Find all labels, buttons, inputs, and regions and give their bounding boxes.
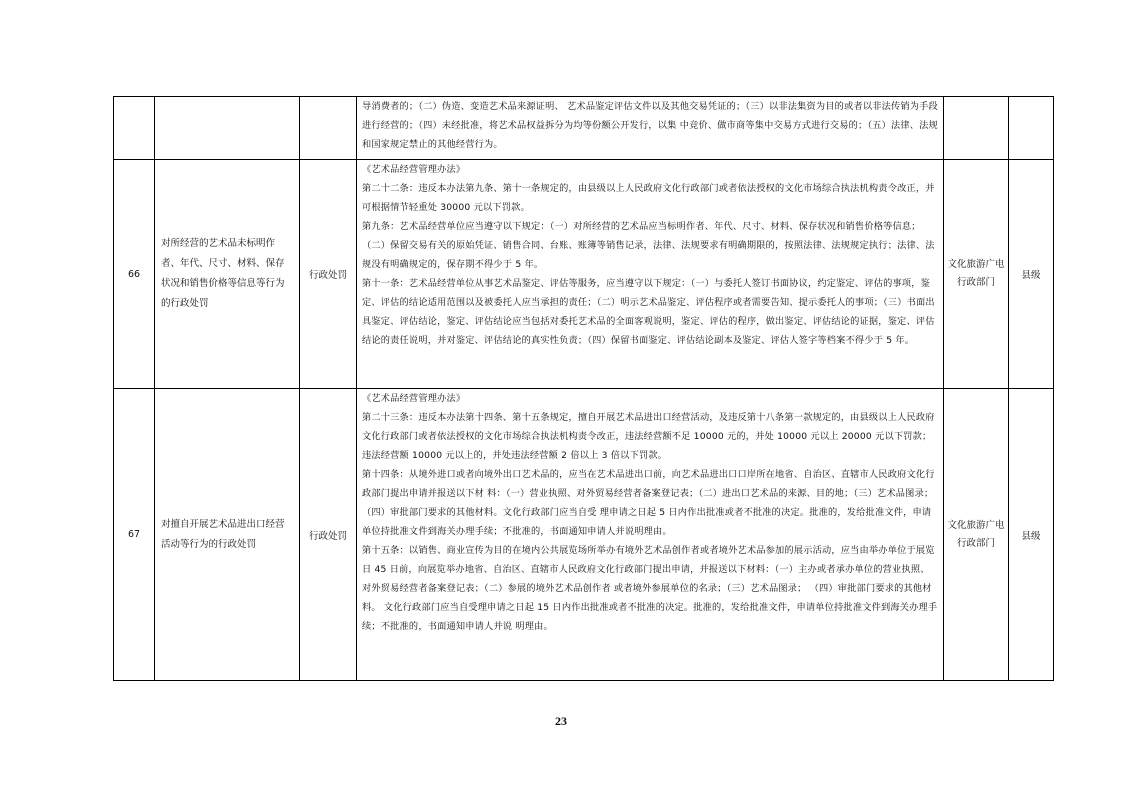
department: 文化旅游广电行政部门 [944, 160, 1009, 389]
basis-paragraph: 第十五条：以销售、商业宣传为目的在境内公共展览场所举办有境外艺术品创作者或者境外艺术品参加的展示活动，应当由举办单位于展览日 45 日前，向展览举办地省、自治区、直辖市人民政府文化行政部门提出申请，并报送以下材料：（一）主办或者承办单位的营业执照、对外贸易经营者备案登记表；（二）参展的境外艺术品创作者 或者境外参展单位的名录；（三）艺术品图录； （四）审批部门要求的其他材料。 文化行政部门应当自受理申请之日起 15 日内作出批准或者不批准的决定。批准的，发给批准文件，申请单位持批准文件到海关办理手续；不批准的，书面通知申请人并说 明理由。 [362, 545, 938, 632]
basis-paragraph: 第二十二条：违反本办法第九条、第十一条规定的，由县级以上人民政府文化行政部门或者依法授权的文化市场综合执法机构责令改正，并可根据情节轻重处 30000 元以下罚款。 [362, 183, 935, 213]
item-name: 对所经营的艺术品未标明作者、年代、尺寸、材料、保存状况和销售价格等信息等行为的行政处罚 [155, 160, 300, 389]
item-name: 对擅自开展艺术品进出口经营活动等行为的行政处罚 [155, 389, 300, 681]
penalty-table [113, 96, 1054, 681]
item-name [155, 97, 300, 160]
row-number: 66 [114, 160, 155, 389]
penalty-type: 行政处罚 [300, 160, 357, 389]
page-number: 23 [555, 714, 567, 728]
legal-basis [357, 160, 944, 389]
row-number [114, 97, 155, 160]
legal-basis [357, 97, 944, 160]
penalty-type: 行政处罚 [300, 389, 357, 681]
department: 文化旅游广电行政部门 [944, 389, 1009, 681]
level: 县级 [1009, 160, 1054, 389]
level: 县级 [1009, 389, 1054, 681]
basis-paragraph: 第十一条：艺术品经营单位从事艺术品鉴定、评估等服务，应当遵守以下规定：（一）与委托人签订书面协议，约定鉴定、评估的事项，鉴定、评估的结论适用范围以及被委托人应当承担的责任；（二）明示艺术品鉴定、评估程序或者需要告知、提示委托人的事项；（三）书面出具鉴定、评估结论，鉴定、评估结论应当包括对委托艺术品的全面客观说明，鉴定、评估的程序，做出鉴定、评估结论的证据，鉴定、评估结论的责任说明，并对鉴定、评估结论的真实性负责；（四）保留书面鉴定、评估结论副本及鉴定、评估人签字等档案不得少于 5 年。 [362, 278, 935, 346]
row-number: 67 [114, 389, 155, 681]
table-row [114, 389, 1054, 681]
penalty-type [300, 97, 357, 160]
legal-basis [357, 389, 944, 681]
basis-paragraph: 《艺术品经营管理办法》 [362, 164, 466, 175]
basis-paragraph: 第十四条：从境外进口或者向境外出口艺术品的，应当在艺术品进出口前，向艺术品进出口口岸所在地省、自治区、直辖市人民政府文化行政部门提出申请并报送以下材 料：（一）营业执照、对外贸易经营者备案登记表；（二）进出口艺术品的来源、目的地；（三）艺术品图录；（四）审批部门要求的其他材料。文化行政部门应当自受 理申请之日起 5 日内作出批准或者不批准的决定。批准的，发给批准文件，申请单位持批准文件到海关办理手续；不批准的，书面通知申请人并说明理由。 [362, 469, 935, 537]
basis-paragraph: 第二十三条：违反本办法第十四条、第十五条规定，擅自开展艺术品进出口经营活动，及违反第十八条第一款规定的，由县级以上人民政府文化行政部门或者依法授权的文化市场综合执法机构责令改正，违法经营额不足 10000 元的，并处 10000 元以上 20000 元以下罚款；违法经营额 10000 元以上的，并处违法经营额 2 倍以上 3 倍以下罚款。 [362, 412, 935, 461]
department [944, 97, 1009, 160]
basis-paragraph: 《艺术品经营管理办法》 [362, 393, 466, 404]
table-row [114, 160, 1054, 389]
basis-paragraph: 导消费者的；（二）伪造、变造艺术品来源证明、 艺术品鉴定评估文件以及其他交易凭证的；（三）以非法集资为目的或者以非法传销为手段进行经营的；（四）未经批准，将艺术品权益拆分为均等份额公开发行，以集 中竞价、做市商等集中交易方式进行交易的；（五）法律、法规和国家规定禁止的其他经营行为。 [362, 101, 938, 150]
level [1009, 97, 1054, 160]
basis-paragraph: 第九条：艺术品经营单位应当遵守以下规定：（一）对所经营的艺术品应当标明作者、年代、尺寸、材料、保存状况和销售价格等信息；（二）保留交易有关的原始凭证、销售合同、台账、账簿等销售记录，法律、法规要求有明确期限的，按照法律、法规规定执行；法律、法规没有明确规定的，保存期不得少于 5 年。 [362, 221, 935, 270]
table-row [114, 97, 1054, 160]
